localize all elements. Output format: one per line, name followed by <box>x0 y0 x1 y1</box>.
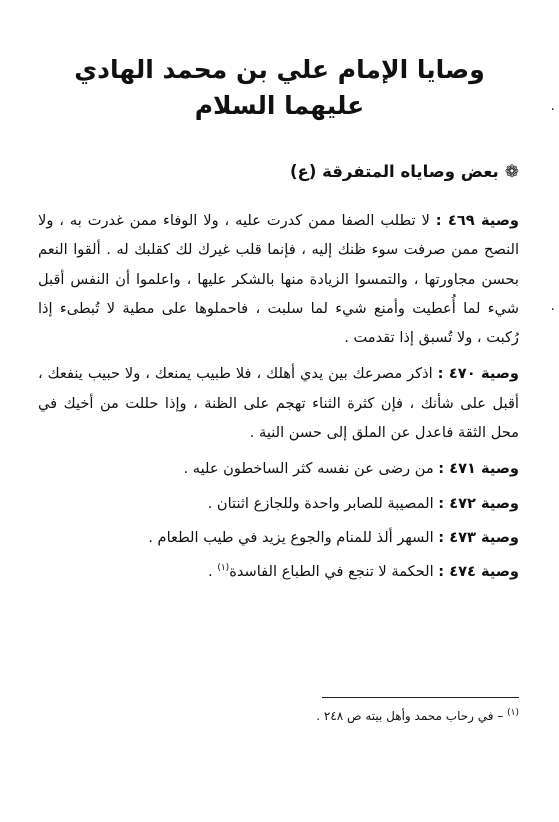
footnote-divider <box>322 697 519 698</box>
paragraph-text: الحكمة لا تنجع في الطباع الفاسدة <box>229 563 434 581</box>
paragraph-471 <box>38 454 519 483</box>
margin-mark: . <box>550 98 555 114</box>
section-heading-text: بعض وصاياه المتفرقة (ع) <box>290 162 499 181</box>
paragraph-472 <box>38 489 519 518</box>
paragraph-text: اذكر مصرعك بين يدي أهلك ، فلا طبيب يمنعك ، ولا حبيب ينفعك ، أقبل على شأنك ، فإن كثرة الثناء تهجم على الظنة ، وإذا حللت من أخيك في محل الثقة فاعدل عن الملق إلى حسن النية . <box>38 365 519 442</box>
flower-icon: ❁ <box>504 162 519 182</box>
paragraph-label: وصية ٤٧١ : <box>438 460 519 478</box>
paragraph-label: وصية ٤٧٣ : <box>438 528 519 546</box>
paragraph-469 <box>38 206 519 352</box>
page-title <box>60 52 499 124</box>
paragraph-label: وصية ٤٧٢ : <box>438 494 519 512</box>
margin-mark: . <box>550 298 555 314</box>
footnote-text: – في رحاب محمد وأهل بيته ص ٢٤٨ . <box>316 709 508 723</box>
paragraph-474 <box>38 557 519 586</box>
paragraph-label: وصية ٤٧٠ : <box>437 365 520 383</box>
footnote-reference[interactable]: (١) <box>217 563 230 574</box>
title-line-2: عليهما السلام <box>194 91 365 120</box>
paragraph-473 <box>38 523 519 552</box>
footnote-marker: (١) <box>507 708 519 718</box>
paragraph-text: السهر ألذ للمنام والجوع يزيد في طيب الطعام . <box>148 528 434 546</box>
paragraph-label: وصية ٤٧٤ : <box>438 563 519 581</box>
body-text <box>38 206 519 592</box>
paragraph-470 <box>38 359 519 447</box>
paragraph-text: المصيبة للصابر واحدة وللجازع اثنتان . <box>207 494 434 512</box>
section-heading <box>290 160 519 184</box>
title-line-1: وصايا الإمام علي بن محمد الهادي <box>74 55 485 84</box>
paragraph-tail: . <box>208 563 218 581</box>
paragraph-text: من رضى عن نفسه كثر الساخطون عليه . <box>183 460 434 478</box>
paragraph-text: لا تطلب الصفا ممن كدرت عليه ، ولا الوفاء ممن غدرت به ، ولا النصح ممن صرفت سوء ظنك إليه ، فإنما قلب غيرك لك كقلبك له . ألقوا النعم بحسن مجاورتها ، والتمسوا الزيادة منها بالشكر عليها ، واعلموا أن النفس أقبل شيء لما أُعطيت وأمنع شيء لما سلبت ، فاحملوها على مطية لا تُبطىء إذا رُكبت ، ولا تُسبق إذا تقدمت . <box>38 212 519 347</box>
paragraph-label: وصية ٤٦٩ : <box>435 212 519 229</box>
footnote <box>316 707 519 725</box>
